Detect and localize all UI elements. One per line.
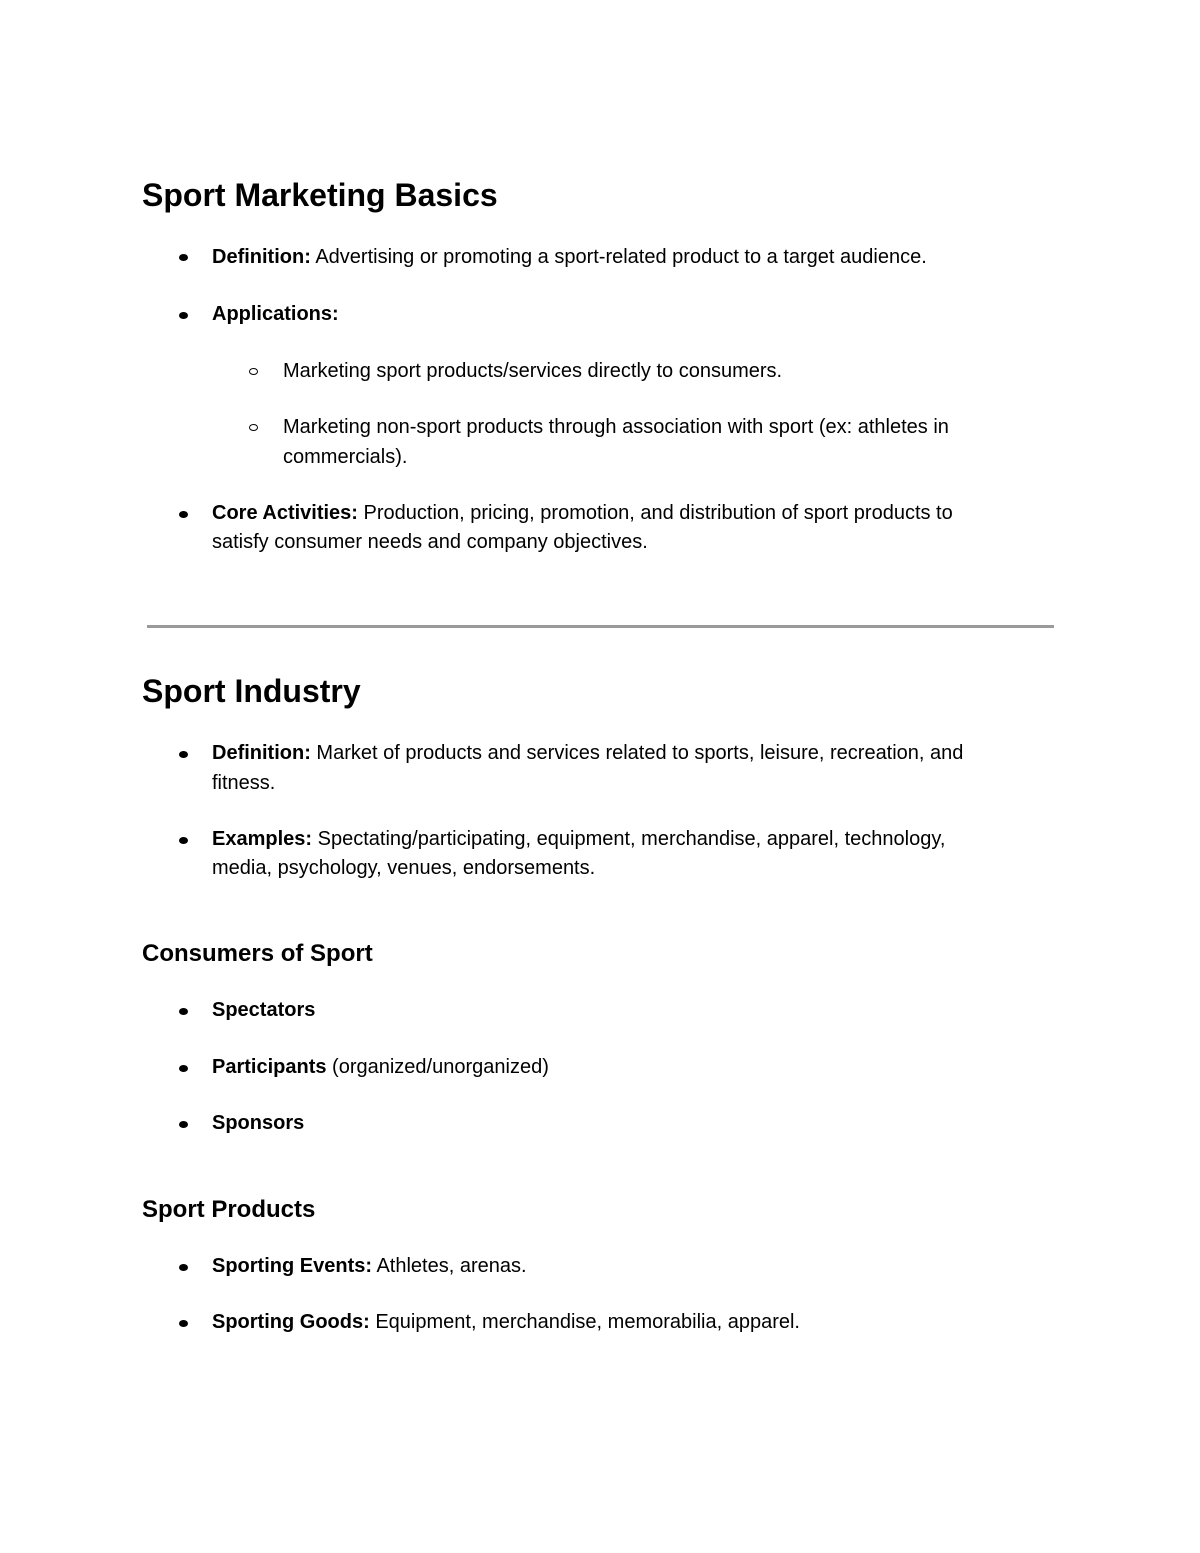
sub-list-item: Marketing sport products/services directly to consumers. <box>283 360 783 382</box>
list-item-spectators <box>212 996 315 1025</box>
section-heading-sport-marketing-basics: Sport Marketing Basics <box>142 177 498 213</box>
bullet-icon <box>179 1264 188 1271</box>
sub-list-item-continuation: commercials). <box>283 446 408 468</box>
list-item-sponsors <box>212 1109 304 1138</box>
sub-list-item: Marketing non-sport products through association with sport (ex: athletes in <box>283 416 949 438</box>
item-label: Definition: <box>212 742 311 764</box>
list-item-applications <box>212 300 339 329</box>
list-item-continuation: media, psychology, venues, endorsements. <box>212 857 596 879</box>
bullet-icon <box>179 254 188 261</box>
bullet-icon <box>179 1121 188 1128</box>
subheading-sport-products: Sport Products <box>142 1196 316 1223</box>
item-text: Production, pricing, promotion, and distribution of sport products to <box>357 502 953 524</box>
item-label: Core Activities: <box>212 502 358 524</box>
item-text: (organized/unorganized) <box>326 1056 549 1078</box>
item-label: Definition: <box>212 246 311 268</box>
item-label: Applications: <box>212 303 339 325</box>
item-text: Market of products and services related to sports, leisure, recreation, and <box>310 742 964 764</box>
item-text: Advertising or promoting a sport-related product to a target audience. <box>310 246 927 268</box>
item-text: Athletes, arenas. <box>372 1255 527 1277</box>
bullet-icon <box>179 312 188 319</box>
bullet-icon <box>179 1008 188 1015</box>
list-item-continuation: fitness. <box>212 772 276 794</box>
bullet-icon <box>179 511 188 518</box>
list-item-sporting-events <box>212 1252 527 1281</box>
section-heading-sport-industry: Sport Industry <box>142 673 361 709</box>
item-label: Spectators <box>212 999 316 1021</box>
item-text: Equipment, merchandise, memorabilia, apparel. <box>369 1311 800 1333</box>
list-item-examples <box>212 825 945 854</box>
list-item-definition <box>212 739 963 768</box>
bullet-icon <box>179 837 188 844</box>
list-item-continuation: satisfy consumer needs and company objectives. <box>212 531 648 553</box>
subheading-consumers-of-sport: Consumers of Sport <box>142 940 373 967</box>
item-label: Examples: <box>212 828 313 850</box>
bullet-icon <box>179 1065 188 1072</box>
item-label: Participants <box>212 1056 327 1078</box>
list-item-definition <box>212 243 927 272</box>
hollow-bullet-icon <box>249 368 258 375</box>
hollow-bullet-icon <box>249 424 258 431</box>
item-label: Sporting Events: <box>212 1255 373 1277</box>
list-item-participants <box>212 1053 549 1082</box>
list-item-core-activities <box>212 499 953 528</box>
horizontal-divider <box>147 625 1054 628</box>
item-text: Spectating/participating, equipment, merchandise, apparel, technology, <box>312 828 946 850</box>
bullet-icon <box>179 751 188 758</box>
list-item-sporting-goods <box>212 1308 800 1337</box>
item-label: Sporting Goods: <box>212 1311 370 1333</box>
bullet-icon <box>179 1320 188 1327</box>
item-label: Sponsors <box>212 1112 305 1134</box>
